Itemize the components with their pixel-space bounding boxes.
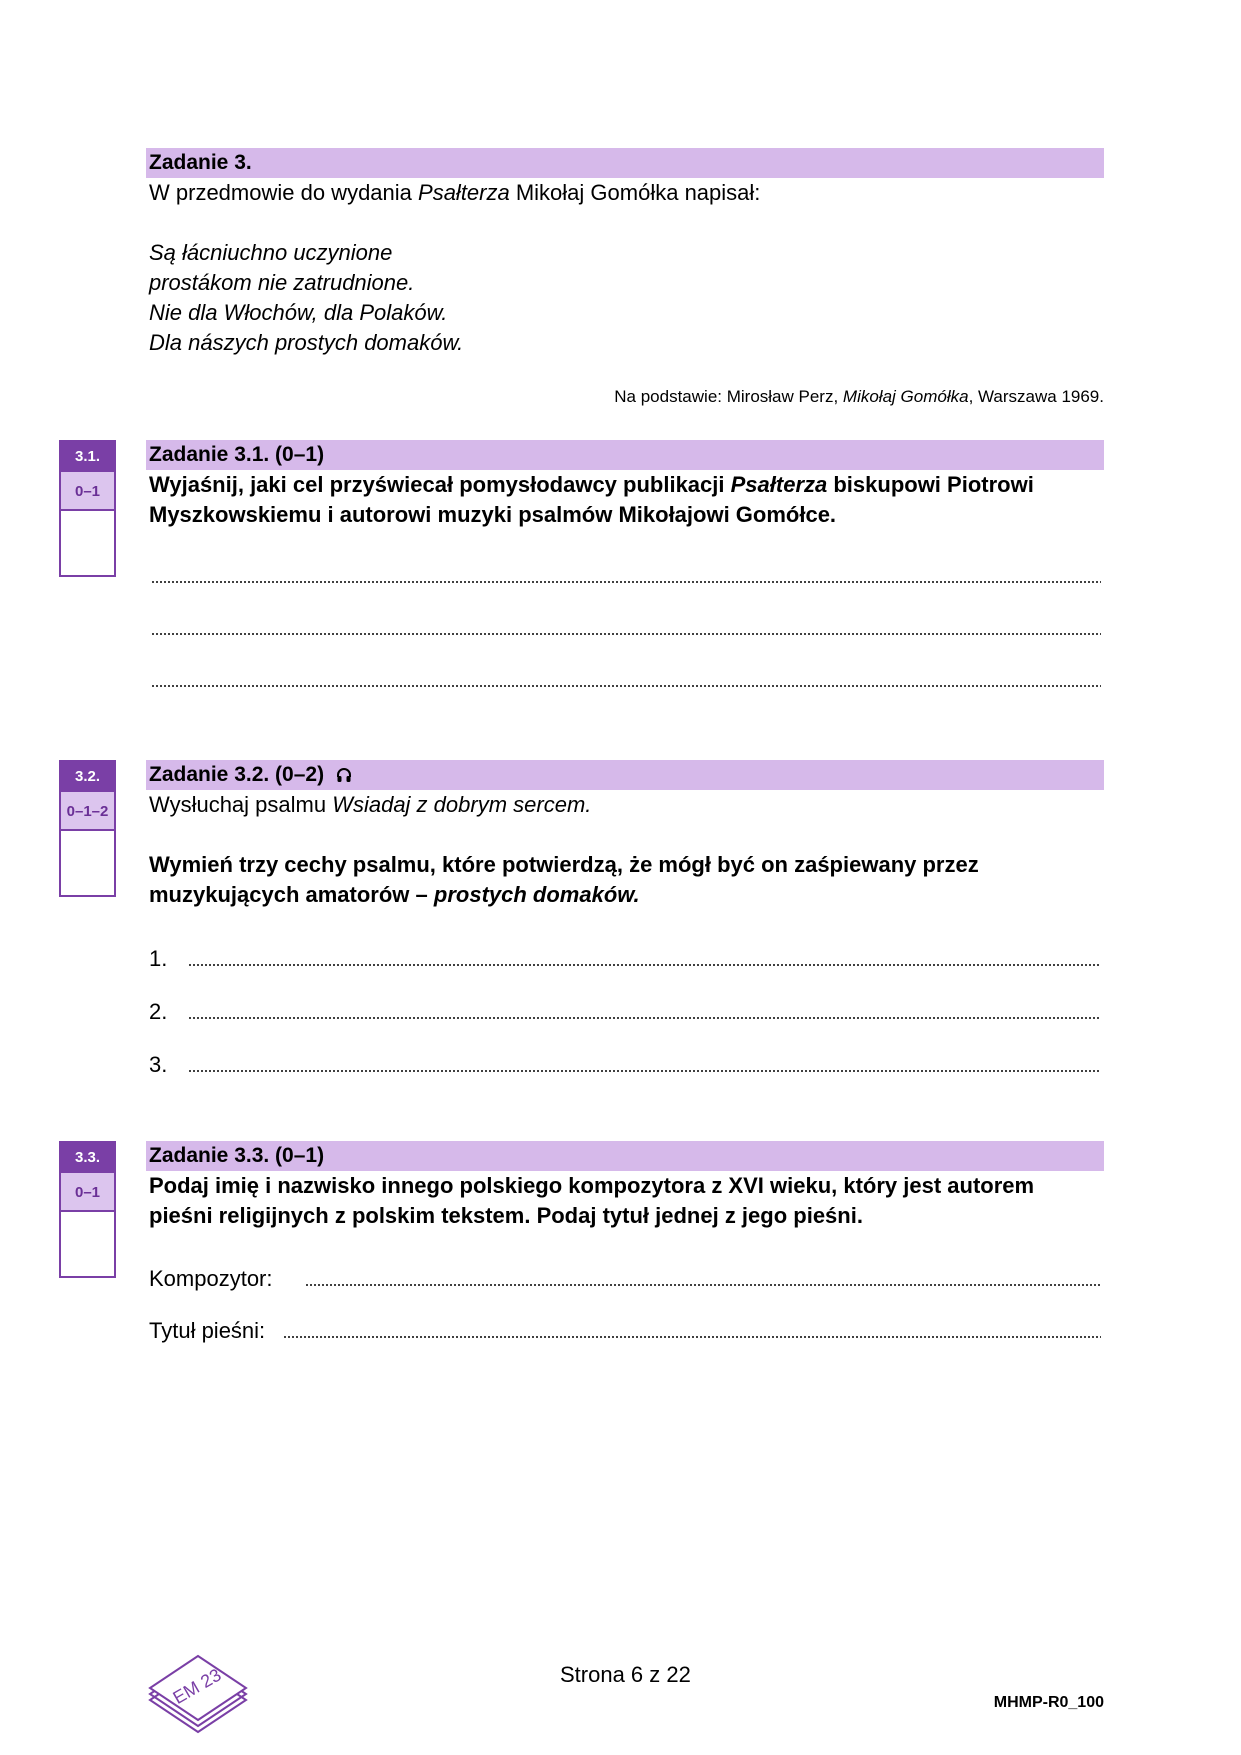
task32-title-row bbox=[149, 760, 352, 790]
task33-title: Zadanie 3.3. (0–1) bbox=[149, 1144, 325, 1167]
task-intro: W przedmowie do wydania Psałterza Mikołaj Gomółka napisał: bbox=[149, 180, 761, 205]
task32-title: Zadanie 3.2. (0–2) bbox=[149, 763, 325, 786]
answer-number: 1. bbox=[149, 946, 168, 971]
score-box-points: 0–1–2 bbox=[61, 792, 114, 831]
task-title: Zadanie 3. bbox=[149, 151, 252, 174]
poem-line-3: Nie dla Włochów, dla Polaków. bbox=[149, 300, 448, 325]
score-box-3-2 bbox=[59, 760, 116, 897]
logo-text: EM 23 bbox=[169, 1664, 225, 1708]
answer-number: 3. bbox=[149, 1052, 168, 1077]
poem-line-1: Są łácniuchno uczynione bbox=[149, 240, 393, 265]
task32-listen: Wysłuchaj psalmu Wsiadaj z dobrym sercem. bbox=[149, 792, 592, 817]
poem-line-2: prostákom nie zatrudnione. bbox=[149, 270, 415, 295]
task31-question-line-1: Wyjaśnij, jaki cel przyświecał pomysłodawcy publikacji Psałterza biskupowi Piotrowi bbox=[149, 472, 1034, 497]
cke-logo bbox=[146, 1654, 250, 1738]
source-citation: Na podstawie: Mirosław Perz, Mikołaj Gomółka, Warszawa 1969. bbox=[614, 387, 1104, 406]
song-title-answer-line[interactable] bbox=[283, 1335, 1101, 1339]
headphones-icon bbox=[336, 767, 352, 783]
task32-question-line-2: muzykujących amatorów – prostych domaków. bbox=[149, 882, 640, 907]
composer-answer-line[interactable] bbox=[305, 1283, 1101, 1287]
score-box-points: 0–1 bbox=[61, 472, 114, 511]
page-number: Strona 6 z 22 bbox=[560, 1662, 691, 1687]
task33-question-line-1: Podaj imię i nazwisko innego polskiego kompozytora z XVI wieku, który jest autorem bbox=[149, 1173, 1035, 1198]
score-box-3-1 bbox=[59, 440, 116, 577]
score-box-3-3 bbox=[59, 1141, 116, 1278]
score-box-number: 3.1. bbox=[61, 442, 114, 472]
score-box-points: 0–1 bbox=[61, 1173, 114, 1212]
task-header-band bbox=[146, 148, 1104, 178]
score-box-number: 3.2. bbox=[61, 762, 114, 792]
song-title-label: Tytuł pieśni: bbox=[149, 1318, 266, 1343]
poem-line-4: Dla nászych prostych domaków. bbox=[149, 330, 464, 355]
score-box-number: 3.3. bbox=[61, 1143, 114, 1173]
task33-question-line-2: pieśni religijnych z polskim tekstem. Podaj tytuł jednej z jego pieśni. bbox=[149, 1203, 863, 1228]
answer-line[interactable] bbox=[188, 963, 1101, 967]
answer-line[interactable] bbox=[188, 1016, 1101, 1020]
answer-line[interactable] bbox=[188, 1069, 1101, 1073]
answer-number: 2. bbox=[149, 999, 168, 1024]
composer-label: Kompozytor: bbox=[149, 1266, 273, 1291]
task32-question-line-1: Wymień trzy cechy psalmu, które potwierdzą, że mógł być on zaśpiewany przez bbox=[149, 852, 979, 877]
answer-line[interactable] bbox=[151, 580, 1101, 584]
task31-question-line-2: Myszkowskiemu i autorowi muzyki psalmów Mikołajowi Gomółce. bbox=[149, 502, 837, 527]
answer-line[interactable] bbox=[151, 632, 1101, 636]
answer-line[interactable] bbox=[151, 684, 1101, 688]
task31-title: Zadanie 3.1. (0–1) bbox=[149, 443, 325, 466]
exam-code: MHMP-R0_100 bbox=[993, 1694, 1104, 1711]
